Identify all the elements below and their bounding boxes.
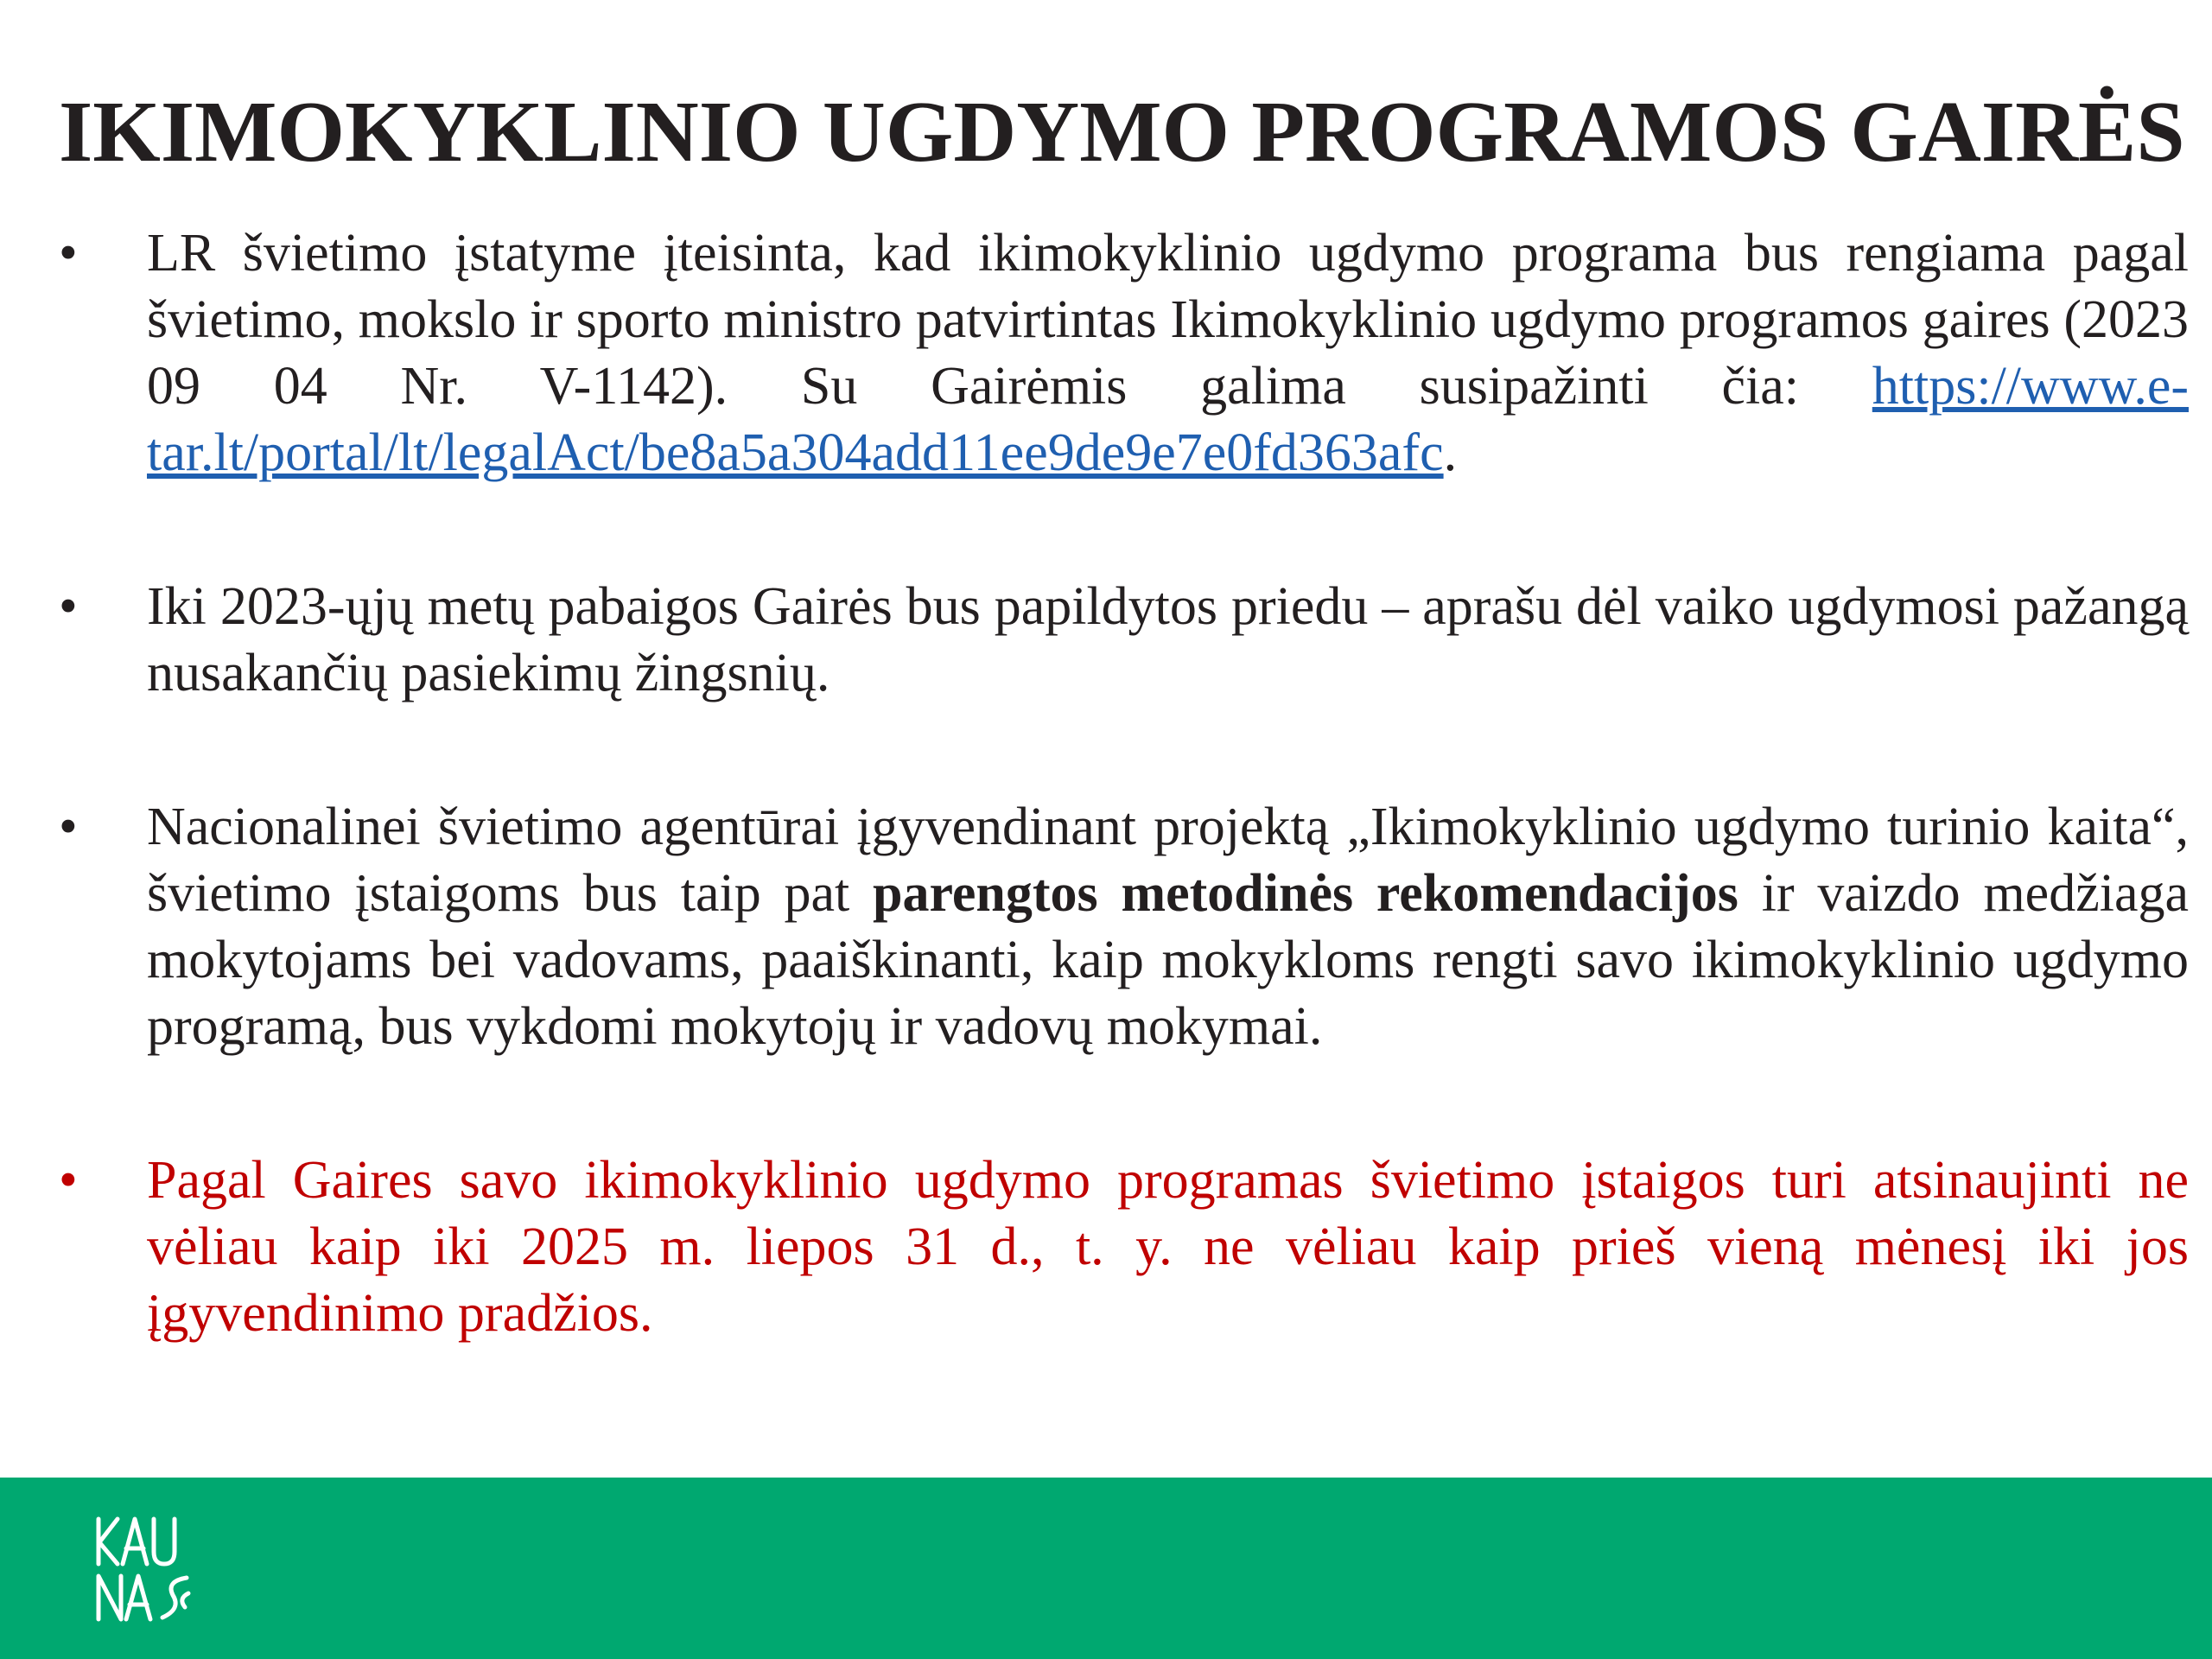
list-item: [59, 574, 2189, 707]
list-item-highlight: [59, 1147, 2189, 1347]
bullet-text: Nacionalinei švietimo agentūrai įgyvendinant projektą „Ikimokyklinio ugdymo turinio kaita“, švietimo įstaigoms bus taip pat: [147, 798, 2189, 923]
bullet-marker: •: [59, 577, 78, 636]
bullet-list: [59, 220, 2189, 1347]
bullet-text-end: .: [1443, 423, 1458, 482]
bullet-text-end: ir vaizdo medžiaga mokytojams bei vadovams, paaiškinanti, kaip mokykloms rengti savo ikimokyklinio ugdymo programą, bus vykdomi mokytojų ir vadovų mokymai.: [147, 864, 2189, 1056]
bullet-text: Pagal Gaires savo ikimokyklinio ugdymo programas švietimo įstaigos turi atsinaujinti ne vėliau kaip iki 2025 m. liepos 31 d., t. y. ne vėliau kaip prieš vieną mėnesį iki jos įgyvendinimo pradžios.: [147, 1151, 2189, 1343]
footer-bar: [0, 1478, 2212, 1659]
bullet-text: LR švietimo įstatyme įteisinta, kad ikimokyklinio ugdymo programa bus rengiama pagal švietimo, mokslo ir sporto ministro patvirtintas Ikimokyklinio ugdymo programos gaires (2023 09 04 Nr. V-1142). Su Gairėmis galima susipažinti čia:: [147, 224, 2189, 416]
page-title: IKIMOKYKLINIO UGDYMO PROGRAMOS GAIRĖS: [59, 83, 2185, 180]
bullet-text: Iki 2023-ųjų metų pabaigos Gairės bus papildytos priedu – aprašu dėl vaiko ugdymosi pažangą nusakančių pasiekimų žingsnių.: [147, 577, 2189, 702]
spacer: [59, 486, 2189, 574]
bullet-marker: •: [59, 224, 78, 283]
bullet-marker: •: [59, 1151, 78, 1210]
legal-act-link[interactable]: https://www.e-tar.lt/portal/lt/legalAct/be8a5a304add11ee9de9e7e0fd363afc: [147, 357, 2189, 482]
spacer: [59, 707, 2189, 794]
kaunas-logo-icon: [92, 1514, 195, 1626]
bullet-marker: •: [59, 798, 78, 856]
spacer: [59, 1060, 2189, 1147]
list-item: [59, 220, 2189, 486]
bold-emphasis: parengtos metodinės rekomendacijos: [873, 864, 1738, 923]
list-item: [59, 794, 2189, 1060]
